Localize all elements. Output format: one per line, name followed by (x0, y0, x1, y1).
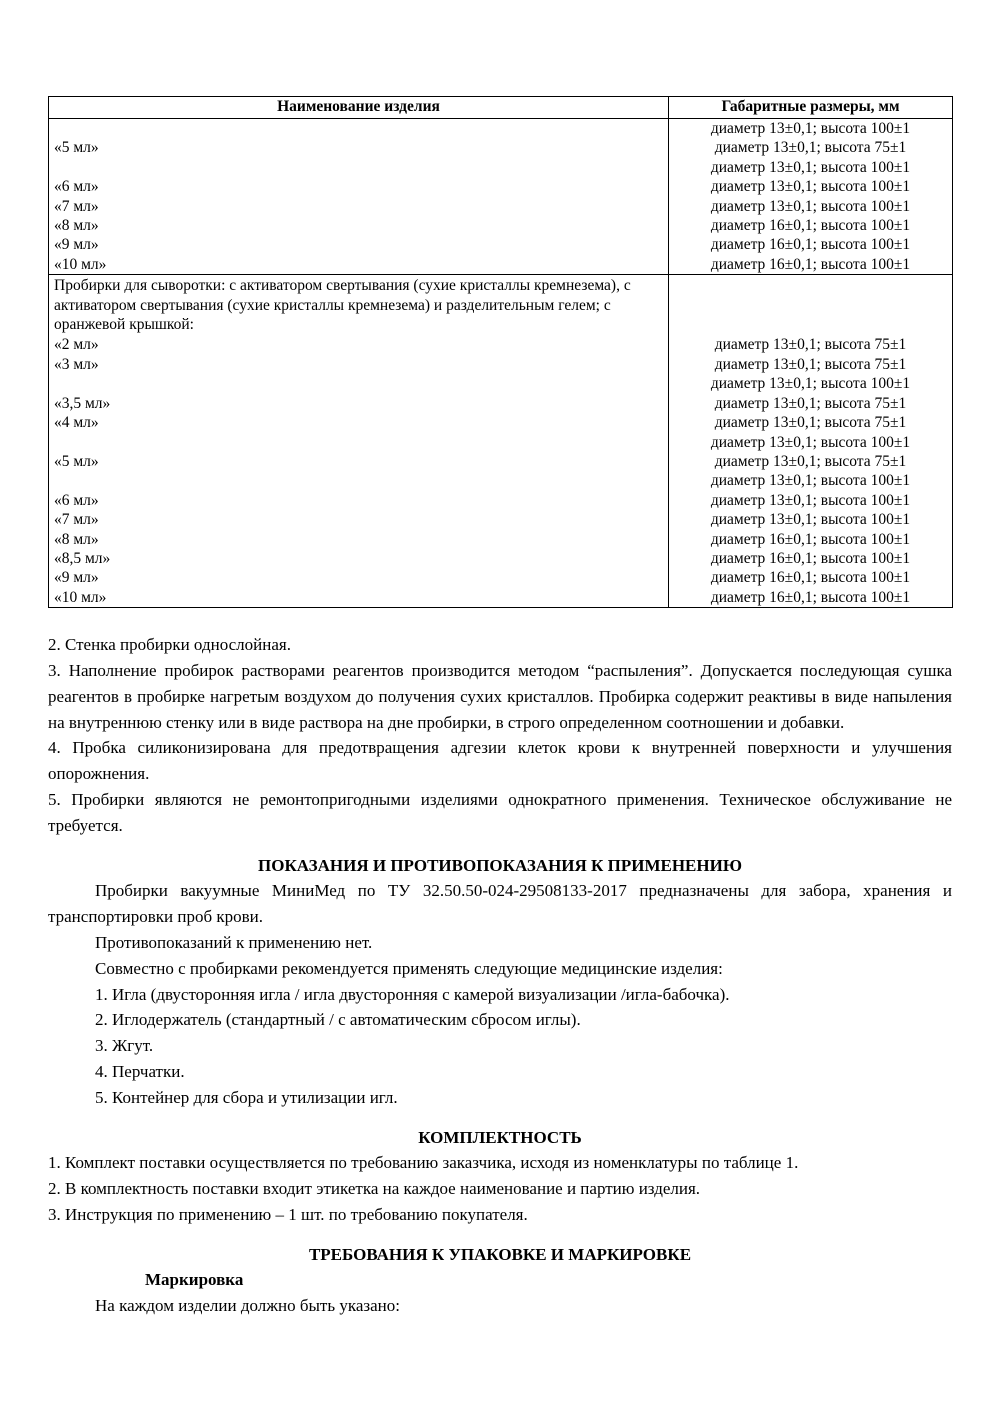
product-name-cell: «9 мл» (49, 568, 669, 587)
product-size-cell: диаметр 16±0,1; высота 100±1 (710, 236, 911, 254)
product-size-cell: диаметр 13±0,1; высота 100±1 (710, 197, 911, 215)
table-header-row (49, 97, 953, 119)
product-name-cell (49, 119, 669, 139)
paragraph: 4. Пробка силиконизирована для предотвращения адгезии клеток крови к внутренней поверхности и улучшения опорожнения. (48, 738, 952, 784)
paragraph: 2. Стенка пробирки однослойная. (48, 635, 291, 655)
section-heading: ТРЕБОВАНИЯ К УПАКОВКЕ И МАРКИРОВКЕ (308, 1244, 692, 1264)
product-size-cell: диаметр 13±0,1; высота 75±1 (714, 394, 907, 412)
product-size-cell: диаметр 13±0,1; высота 75±1 (714, 414, 907, 432)
section-heading: КОМПЛЕКТНОСТЬ (418, 1127, 582, 1147)
table-row (49, 138, 953, 157)
table-block-continuation (49, 119, 953, 275)
paragraph: 3. Инструкция по применению – 1 шт. по требованию покупателя. (48, 1204, 528, 1224)
product-size-cell: диаметр 13±0,1; высота 100±1 (710, 511, 911, 529)
product-size-cell: диаметр 16±0,1; высота 100±1 (710, 569, 911, 587)
table-row (49, 335, 953, 354)
paragraph: 3. Наполнение пробирок растворами реагентов производится методом “распыления”. Допускается последующая сушка реагентов в пробирке нагретым воздухом до получения сухих кристаллов. Пробирка содержит реактивы в виде напыления на внутреннюю стенку или в виде раствора на дне пробирки, в строго определенном соотношении и добавки. (48, 660, 952, 732)
product-name-cell (49, 471, 669, 490)
product-size-cell: диаметр 13±0,1; высота 100±1 (710, 120, 911, 137)
table-row (49, 491, 953, 510)
table-row (49, 530, 953, 549)
product-size-cell: диаметр 13±0,1; высота 100±1 (710, 158, 911, 176)
product-size-cell: диаметр 16±0,1; высота 100±1 (710, 530, 911, 548)
product-name-cell: «5 мл» (49, 138, 669, 157)
table-row (49, 433, 953, 452)
product-name-cell (49, 374, 669, 393)
list-item: 4. Перчатки. (95, 1061, 185, 1081)
product-size-cell: диаметр 16±0,1; высота 100±1 (710, 549, 911, 567)
product-size-cell: диаметр 16±0,1; высота 100±1 (710, 588, 911, 606)
table-row (49, 158, 953, 177)
product-name-cell (49, 158, 669, 177)
product-name-cell: «8,5 мл» (49, 549, 669, 568)
product-name-cell: «5 мл» (49, 452, 669, 471)
list-item: 3. Жгут. (95, 1036, 154, 1056)
table-row (49, 413, 953, 432)
column-header-product-name: Наименование изделия (49, 97, 669, 119)
product-name-cell: «6 мл» (49, 491, 669, 510)
product-name-cell: «10 мл» (49, 255, 669, 275)
table-row (49, 177, 953, 196)
paragraph: 5. Пробирки являются не ремонтопригодными изделиями однократного применения. Техническое обслуживание не требуется. (48, 789, 952, 835)
table-row (49, 216, 953, 235)
product-size-cell: диаметр 13±0,1; высота 75±1 (714, 452, 907, 470)
table-row (49, 452, 953, 471)
table-row (49, 235, 953, 254)
subsection-heading: Маркировка (145, 1270, 244, 1290)
serum-tubes-description-cell: Пробирки для сыворотки: с активатором свертывания (сухие кристаллы кремнезема), с активатором свертывания (сухие кристаллы кремнезема) и разделительным гелем; с оранжевой крышкой: (49, 275, 669, 336)
product-size-cell: диаметр 13±0,1; высота 75±1 (714, 336, 907, 354)
product-size-cell: диаметр 13±0,1; высота 100±1 (710, 433, 911, 451)
paragraph: Совместно с пробирками рекомендуется применять следующие медицинские изделия: (95, 958, 723, 978)
table-row (49, 568, 953, 587)
product-size-cell: диаметр 13±0,1; высота 100±1 (710, 491, 911, 509)
table-row (49, 374, 953, 393)
product-dimensions-table (48, 96, 953, 608)
product-name-cell: «2 мл» (49, 335, 669, 354)
table-block-serum (49, 275, 953, 608)
product-name-cell: «7 мл» (49, 510, 669, 529)
product-name-cell: «3,5 мл» (49, 394, 669, 413)
table-row (49, 119, 953, 139)
paragraph: 2. В комплектность поставки входит этикетка на каждое наименование и партию изделия. (48, 1179, 701, 1199)
product-size-cell: диаметр 16±0,1; высота 100±1 (710, 255, 911, 273)
table-row-serum-intro (49, 275, 953, 336)
product-name-cell: «9 мл» (49, 235, 669, 254)
product-name-cell: «10 мл» (49, 588, 669, 608)
table-header (49, 97, 953, 119)
table-row (49, 255, 953, 275)
product-name-cell: «4 мл» (49, 413, 669, 432)
product-size-cell: диаметр 13±0,1; высота 100±1 (710, 472, 911, 490)
paragraph: На каждом изделии должно быть указано: (95, 1296, 400, 1316)
empty-size-cell (669, 275, 953, 336)
list-item: 5. Контейнер для сбора и утилизации игл. (95, 1087, 398, 1107)
table-row (49, 355, 953, 374)
table-row (49, 197, 953, 216)
product-name-cell (49, 433, 669, 452)
product-name-cell: «6 мл» (49, 177, 669, 196)
table-row (49, 588, 953, 608)
product-size-cell: диаметр 13±0,1; высота 75±1 (714, 139, 907, 157)
product-size-cell: диаметр 16±0,1; высота 100±1 (710, 217, 911, 235)
table-row (49, 471, 953, 490)
paragraph: Противопоказаний к применению нет. (95, 932, 373, 952)
paragraph: Пробирки вакуумные МиниМед по ТУ 32.50.50-024-29508133-2017 предназначены для забора, хранения и транспортировки проб крови. (48, 881, 952, 927)
table-row (49, 394, 953, 413)
table-row (49, 549, 953, 568)
column-header-dimensions: Габаритные размеры, мм (669, 97, 953, 119)
product-size-cell: диаметр 13±0,1; высота 100±1 (710, 375, 911, 393)
paragraph: 1. Комплект поставки осуществляется по требованию заказчика, исходя из номенклатуры по таблице 1. (48, 1153, 799, 1173)
list-item: 1. Игла (двусторонняя игла / игла двусторонняя с камерой визуализации /игла-бабочка). (95, 984, 730, 1004)
product-name-cell: «8 мл» (49, 530, 669, 549)
list-item: 2. Иглодержатель (стандартный / с автоматическим сбросом иглы). (95, 1010, 581, 1030)
product-name-cell: «8 мл» (49, 216, 669, 235)
product-size-cell: диаметр 13±0,1; высота 75±1 (714, 355, 907, 373)
document-body (48, 632, 952, 1319)
product-name-cell: «7 мл» (49, 197, 669, 216)
section-heading: ПОКАЗАНИЯ И ПРОТИВОПОКАЗАНИЯ К ПРИМЕНЕНИЮ (258, 855, 742, 875)
table-row (49, 510, 953, 529)
product-size-cell: диаметр 13±0,1; высота 100±1 (710, 178, 911, 196)
product-name-cell: «3 мл» (49, 355, 669, 374)
